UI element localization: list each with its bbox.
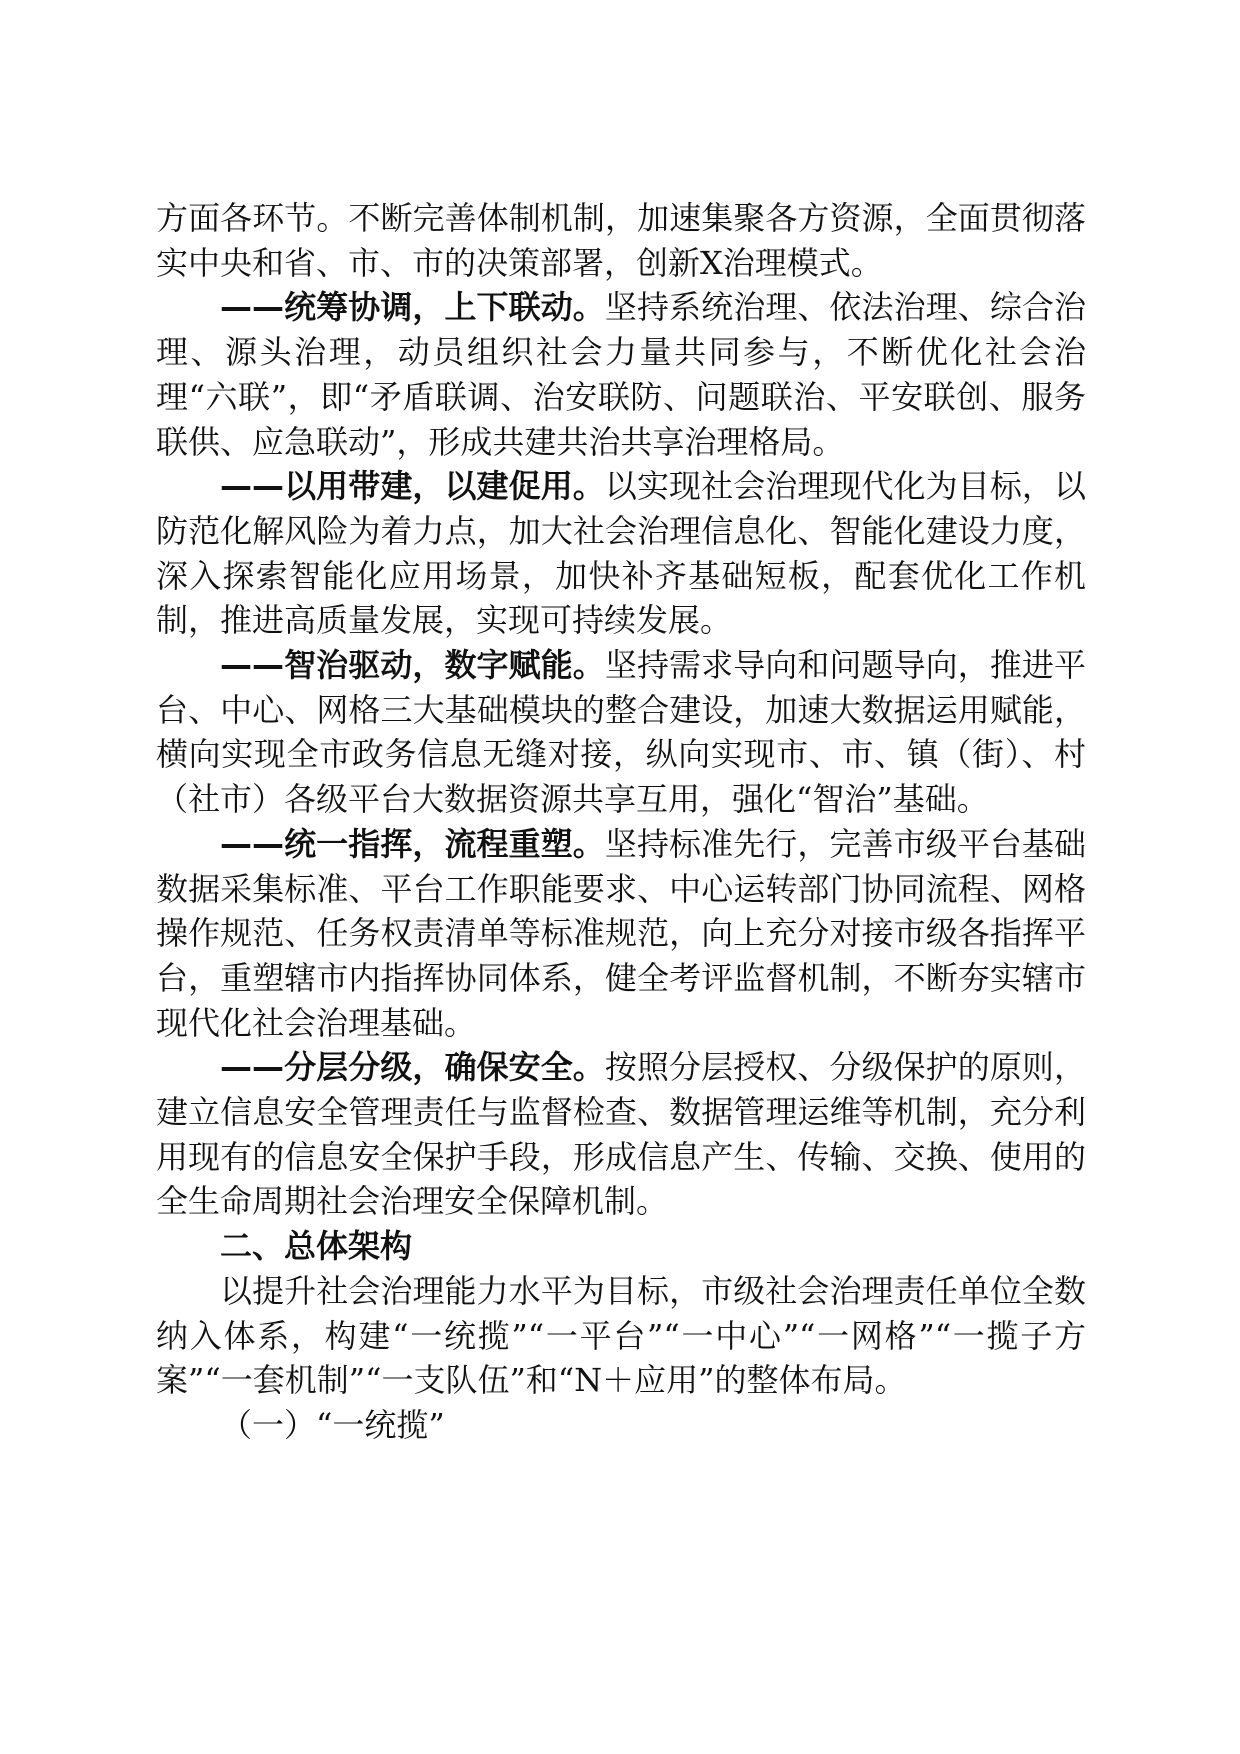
principle-text-2: 以实现社会治理现代化为目标，以防范化解风险为着力点，加大社会治理信息化、智能化建设力度，深入探索智能化应用场景，加快补齐基础短板，配套优化工作机制，推进高质量发展，实现可持续发展。: [156, 467, 1086, 640]
principle-text-4: 坚持标准先行，完善市级平台基础数据采集标准、平台工作职能要求、中心运转部门协同流程、网格操作规范、任务权责清单等标准规范，向上充分对接市级各指挥平台，重塑辖市内指挥协同体系，健全考评监督机制，不断夯实辖市现代化社会治理基础。: [156, 824, 1086, 1042]
document-body: [156, 196, 1086, 1448]
principle-paragraph-2: [156, 464, 1086, 643]
principle-lead-3: ——智治驱动，数字赋能。: [220, 646, 605, 685]
principle-text-5: 按照分层授权、分级保护的原则，建立信息安全管理责任与监督检查、数据管理运维等机制，充分利用现有的信息安全保护手段，形成信息产生、传输、交换、使用的全生命周期社会治理安全保障机制。: [156, 1048, 1086, 1221]
principle-paragraph-1: [156, 285, 1086, 464]
section-body-paragraph: 以提升社会治理能力水平为目标，市级社会治理责任单位全数纳入体系，构建“一统揽”“一平台”“一中心”“一网格”“一揽子方案”“一套机制”“一支队伍”和“N＋应用”的整体布局。: [156, 1271, 1086, 1400]
principle-paragraph-5: [156, 1045, 1086, 1224]
principle-paragraph-3: [156, 643, 1086, 822]
principle-paragraph-4: [156, 822, 1086, 1046]
principle-lead-1: ——统筹协调，上下联动。: [220, 288, 605, 327]
principle-text-3: 坚持需求导向和问题导向，推进平台、中心、网格三大基础模块的整合建设，加速大数据运用赋能，横向实现全市政务信息无缝对接，纵向实现市、市、镇（街）、村（社市）各级平台大数据资源共享互用，强化“智治”基础。: [156, 646, 1086, 819]
section-heading: 二、总体架构: [220, 1227, 413, 1266]
principle-lead-5: ——分层分级，确保安全。: [220, 1048, 605, 1087]
principle-lead-2: ——以用带建，以建促用。: [220, 467, 605, 506]
principle-lead-4: ——统一指挥，流程重塑。: [220, 824, 605, 863]
opening-paragraph: 方面各环节。不断完善体制机制，加速集聚各方资源，全面贯彻落实中央和省、市、市的决策部署，创新X治理模式。: [156, 199, 1086, 282]
principle-text-1: 坚持系统治理、依法治理、综合治理、源头治理，动员组织社会力量共同参与，不断优化社会治理“六联”，即“矛盾联调、治安联防、问题联治、平安联创、服务联供、应急联动”，形成共建共治共享治理格局。: [156, 288, 1086, 461]
subsection-heading: （一）“一统揽”: [220, 1405, 445, 1444]
